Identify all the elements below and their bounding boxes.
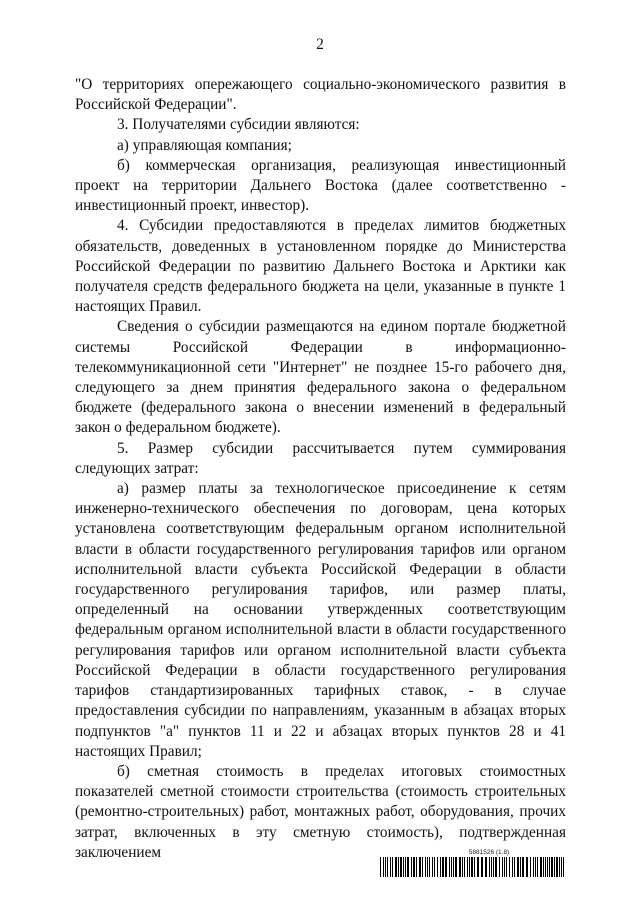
paragraph: а) управляющая компания;: [117, 136, 292, 154]
barcode: [380, 848, 568, 877]
paragraph: 3. Получателями субсидии являются:: [117, 116, 360, 134]
paragraph: Сведения о субсидии размещаются на едином портале бюджетной системы Российской Федерации в информационно-телекоммуникационной сети "Интернет" не позднее 15-го рабочего дня, следующего за днем принятия федерального закона о федеральном бюджете (федерального закона о внесении изменений в федеральный закон о федеральном бюджете).: [75, 318, 566, 437]
document-body: [75, 75, 566, 863]
paragraph: 4. Субсидии предоставляются в пределах лимитов бюджетных обязательств, доведенных в установленном порядке до Министерства Российской Федерации по развитию Дальнего Востока и Арктики как получателя средств федерального бюджета на цели, указанные в пункте 1 настоящих Правил.: [75, 217, 566, 316]
barcode-icon: [380, 857, 568, 877]
page-number: 2: [316, 36, 324, 53]
paragraph: 5. Размер субсидии рассчитывается путем суммирования следующих затрат:: [75, 439, 566, 477]
paragraph: б) коммерческая организация, реализующая инвестиционный проект на территории Дальнего Востока (далее соответственно - инвестиционный проект, инвестор).: [75, 156, 566, 215]
paragraph: б) сметная стоимость в пределах итоговых стоимостных показателей сметной стоимости строительства (стоимость строительных (ремонтно-строительных) работ, монтажных работ, оборудования, прочих затрат, включенных в эту сметную стоимость), подтвержденная заключением: [75, 762, 566, 861]
barcode-label: 5881526 (1.8): [468, 849, 510, 856]
paragraph: а) размер платы за технологическое присоединение к сетям инженерно-технического обеспечения по договорам, цена которых установлена соответствующим федеральным органом исполнительной власти в области государственного регулирования тарифов или органом исполнительной власти субъекта Российской Федерации в области государственного регулирования тарифов, или размер платы, определенный на основании утвержденных соответствующим федеральным органом исполнительной власти в области государственного регулирования тарифов или органом исполнительной власти субъекта Российской Федерации в области государственного регулирования тарифов стандартизированных тарифных ставок, - в случае предоставления субсидии по направлениям, указанным в абзацах вторых подпунктов "а" пунктов 11 и 22 и абзацах вторых пунктов 28 и 41 настоящих Правил;: [75, 480, 566, 760]
paragraph: "О территориях опережающего социально-экономического развития в Российской Федерации".: [75, 76, 566, 114]
